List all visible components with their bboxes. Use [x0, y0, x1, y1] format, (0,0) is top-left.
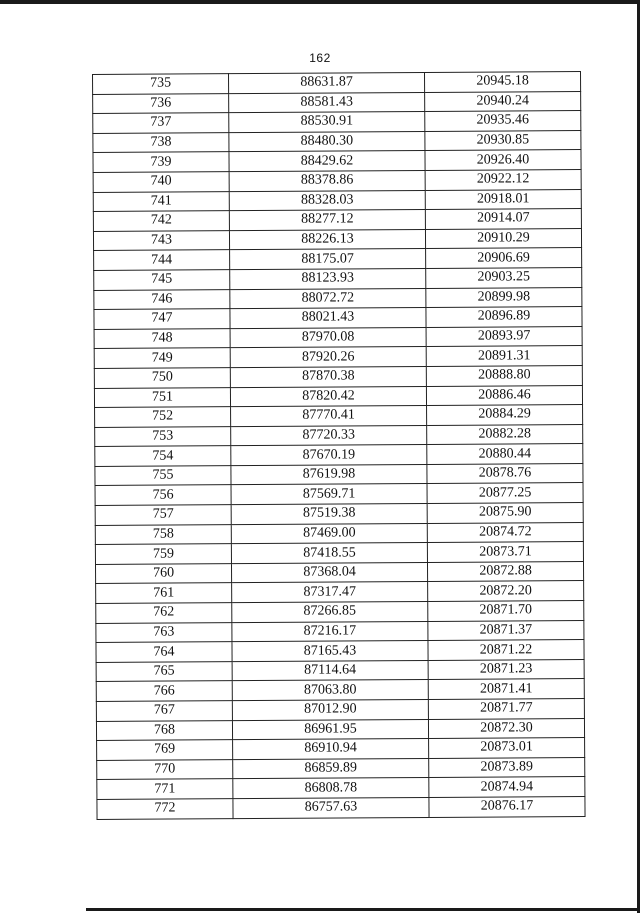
- point-number-cell: 766: [96, 681, 232, 701]
- table-row: [93, 150, 581, 173]
- point-number-cell: 741: [93, 191, 229, 211]
- x-coordinate-cell: 87670.19: [231, 445, 427, 466]
- point-number-cell: 753: [95, 426, 231, 446]
- table-row: [94, 346, 582, 369]
- y-coordinate-cell: 20871.23: [428, 659, 584, 680]
- x-coordinate-cell: 87720.33: [231, 425, 427, 446]
- y-coordinate-cell: 20874.72: [427, 522, 583, 543]
- table-row: [93, 130, 581, 153]
- x-coordinate-cell: 88328.03: [229, 190, 425, 211]
- point-number-cell: 769: [97, 740, 233, 760]
- point-number-cell: 738: [93, 132, 229, 152]
- point-number-cell: 743: [93, 230, 229, 250]
- y-coordinate-cell: 20871.22: [428, 640, 584, 661]
- table-row: [93, 72, 581, 95]
- y-coordinate-cell: 20918.01: [425, 189, 581, 210]
- table-row: [95, 542, 583, 565]
- point-number-cell: 750: [94, 368, 230, 388]
- table-row: [96, 601, 584, 624]
- table-row: [96, 640, 584, 663]
- x-coordinate-cell: 87368.04: [231, 562, 427, 583]
- point-number-cell: 762: [96, 603, 232, 623]
- coordinate-table: [92, 71, 586, 820]
- point-number-cell: 752: [95, 407, 231, 427]
- x-coordinate-cell: 87063.80: [232, 680, 428, 701]
- x-coordinate-cell: 87469.00: [231, 523, 427, 544]
- x-coordinate-cell: 87970.08: [230, 327, 426, 348]
- point-number-cell: 763: [96, 622, 232, 642]
- y-coordinate-cell: 20910.29: [425, 228, 581, 249]
- x-coordinate-cell: 88581.43: [229, 92, 425, 113]
- page-number: 162: [309, 51, 331, 65]
- y-coordinate-cell: 20940.24: [425, 91, 581, 112]
- point-number-cell: 770: [97, 759, 233, 779]
- table-row: [93, 209, 581, 232]
- x-coordinate-cell: 88429.62: [229, 151, 425, 172]
- point-number-cell: 748: [94, 328, 230, 348]
- y-coordinate-cell: 20899.98: [426, 287, 582, 308]
- point-number-cell: 756: [95, 485, 231, 505]
- scan-border-bottom: [86, 908, 640, 911]
- table-row: [94, 385, 582, 408]
- table-row: [93, 228, 581, 251]
- coordinate-table-container: [92, 71, 585, 820]
- x-coordinate-cell: 87770.41: [231, 406, 427, 427]
- table-row: [96, 620, 584, 643]
- point-number-cell: 772: [97, 799, 233, 819]
- y-coordinate-cell: 20930.85: [425, 130, 581, 151]
- x-coordinate-cell: 87317.47: [232, 582, 428, 603]
- table-row: [94, 307, 582, 330]
- y-coordinate-cell: 20880.44: [427, 444, 583, 465]
- table-row: [97, 777, 585, 800]
- point-number-cell: 758: [95, 524, 231, 544]
- table-row: [94, 365, 582, 388]
- x-coordinate-cell: 88175.07: [230, 249, 426, 270]
- y-coordinate-cell: 20891.31: [426, 346, 582, 367]
- y-coordinate-cell: 20871.41: [428, 679, 584, 700]
- y-coordinate-cell: 20926.40: [425, 150, 581, 171]
- y-coordinate-cell: 20873.71: [427, 542, 583, 563]
- x-coordinate-cell: 88277.12: [229, 210, 425, 231]
- table-row: [95, 424, 583, 447]
- y-coordinate-cell: 20922.12: [425, 169, 581, 190]
- table-row: [97, 757, 585, 780]
- x-coordinate-cell: 88530.91: [229, 112, 425, 133]
- x-coordinate-cell: 88631.87: [229, 72, 425, 93]
- x-coordinate-cell: 86910.94: [233, 739, 429, 760]
- y-coordinate-cell: 20873.01: [429, 738, 585, 759]
- point-number-cell: 751: [94, 387, 230, 407]
- y-coordinate-cell: 20872.88: [427, 561, 583, 582]
- table-row: [95, 522, 583, 545]
- point-number-cell: 761: [96, 583, 232, 603]
- point-number-cell: 757: [95, 505, 231, 525]
- table-row: [93, 91, 581, 114]
- y-coordinate-cell: 20935.46: [425, 111, 581, 132]
- x-coordinate-cell: 86859.89: [233, 758, 429, 779]
- x-coordinate-cell: 87216.17: [232, 621, 428, 642]
- point-number-cell: 767: [96, 701, 232, 721]
- x-coordinate-cell: 87870.38: [230, 366, 426, 387]
- point-number-cell: 747: [94, 309, 230, 329]
- table-row: [95, 444, 583, 467]
- table-body: [93, 72, 586, 820]
- table-row: [96, 581, 584, 604]
- point-number-cell: 755: [95, 466, 231, 486]
- table-row: [95, 483, 583, 506]
- x-coordinate-cell: 86961.95: [232, 719, 428, 740]
- y-coordinate-cell: 20896.89: [426, 307, 582, 328]
- x-coordinate-cell: 86757.63: [233, 797, 429, 818]
- x-coordinate-cell: 87619.98: [231, 464, 427, 485]
- y-coordinate-cell: 20872.30: [428, 718, 584, 739]
- table-row: [94, 287, 582, 310]
- y-coordinate-cell: 20872.20: [428, 581, 584, 602]
- y-coordinate-cell: 20888.80: [426, 365, 582, 386]
- point-number-cell: 759: [95, 544, 231, 564]
- point-number-cell: 744: [94, 250, 230, 270]
- x-coordinate-cell: 87114.64: [232, 660, 428, 681]
- table-row: [96, 699, 584, 722]
- y-coordinate-cell: 20886.46: [426, 385, 582, 406]
- table-row: [96, 659, 584, 682]
- point-number-cell: 736: [93, 93, 229, 113]
- table-row: [93, 111, 581, 134]
- point-number-cell: 764: [96, 642, 232, 662]
- x-coordinate-cell: 87418.55: [231, 543, 427, 564]
- table-row: [93, 169, 581, 192]
- point-number-cell: 771: [97, 779, 233, 799]
- y-coordinate-cell: 20882.28: [427, 424, 583, 445]
- y-coordinate-cell: 20903.25: [426, 267, 582, 288]
- table-row: [95, 405, 583, 428]
- y-coordinate-cell: 20884.29: [427, 405, 583, 426]
- point-number-cell: 746: [94, 289, 230, 309]
- table-row: [93, 189, 581, 212]
- y-coordinate-cell: 20871.70: [428, 601, 584, 622]
- x-coordinate-cell: 87165.43: [232, 641, 428, 662]
- point-number-cell: 749: [94, 348, 230, 368]
- table-row: [95, 503, 583, 526]
- y-coordinate-cell: 20914.07: [425, 209, 581, 230]
- y-coordinate-cell: 20893.97: [426, 326, 582, 347]
- point-number-cell: 735: [93, 74, 229, 94]
- table-row: [96, 679, 584, 702]
- x-coordinate-cell: 87519.38: [231, 504, 427, 525]
- table-row: [94, 267, 582, 290]
- point-number-cell: 737: [93, 113, 229, 133]
- x-coordinate-cell: 87012.90: [232, 699, 428, 720]
- table-row: [95, 561, 583, 584]
- scan-border-top: [0, 0, 640, 4]
- x-coordinate-cell: 88480.30: [229, 131, 425, 152]
- y-coordinate-cell: 20873.89: [429, 757, 585, 778]
- x-coordinate-cell: 86808.78: [233, 778, 429, 799]
- point-number-cell: 768: [96, 720, 232, 740]
- point-number-cell: 740: [93, 172, 229, 192]
- x-coordinate-cell: 87820.42: [230, 386, 426, 407]
- x-coordinate-cell: 87569.71: [231, 484, 427, 505]
- table-row: [95, 463, 583, 486]
- table-row: [97, 796, 585, 819]
- x-coordinate-cell: 88226.13: [229, 229, 425, 250]
- point-number-cell: 742: [93, 211, 229, 231]
- table-row: [96, 718, 584, 741]
- y-coordinate-cell: 20875.90: [427, 503, 583, 524]
- y-coordinate-cell: 20906.69: [426, 248, 582, 269]
- point-number-cell: 745: [94, 270, 230, 290]
- table-row: [94, 326, 582, 349]
- table-row: [97, 738, 585, 761]
- table-row: [94, 248, 582, 271]
- x-coordinate-cell: 88021.43: [230, 308, 426, 329]
- y-coordinate-cell: 20874.94: [429, 777, 585, 798]
- x-coordinate-cell: 88072.72: [230, 288, 426, 309]
- y-coordinate-cell: 20871.37: [428, 620, 584, 641]
- x-coordinate-cell: 87266.85: [232, 601, 428, 622]
- point-number-cell: 765: [96, 661, 232, 681]
- x-coordinate-cell: 88123.93: [230, 268, 426, 289]
- x-coordinate-cell: 88378.86: [229, 170, 425, 191]
- y-coordinate-cell: 20945.18: [424, 72, 580, 93]
- y-coordinate-cell: 20878.76: [427, 463, 583, 484]
- x-coordinate-cell: 87920.26: [230, 347, 426, 368]
- y-coordinate-cell: 20876.17: [429, 796, 585, 817]
- point-number-cell: 760: [95, 564, 231, 584]
- y-coordinate-cell: 20871.77: [428, 699, 584, 720]
- point-number-cell: 754: [95, 446, 231, 466]
- point-number-cell: 739: [93, 152, 229, 172]
- y-coordinate-cell: 20877.25: [427, 483, 583, 504]
